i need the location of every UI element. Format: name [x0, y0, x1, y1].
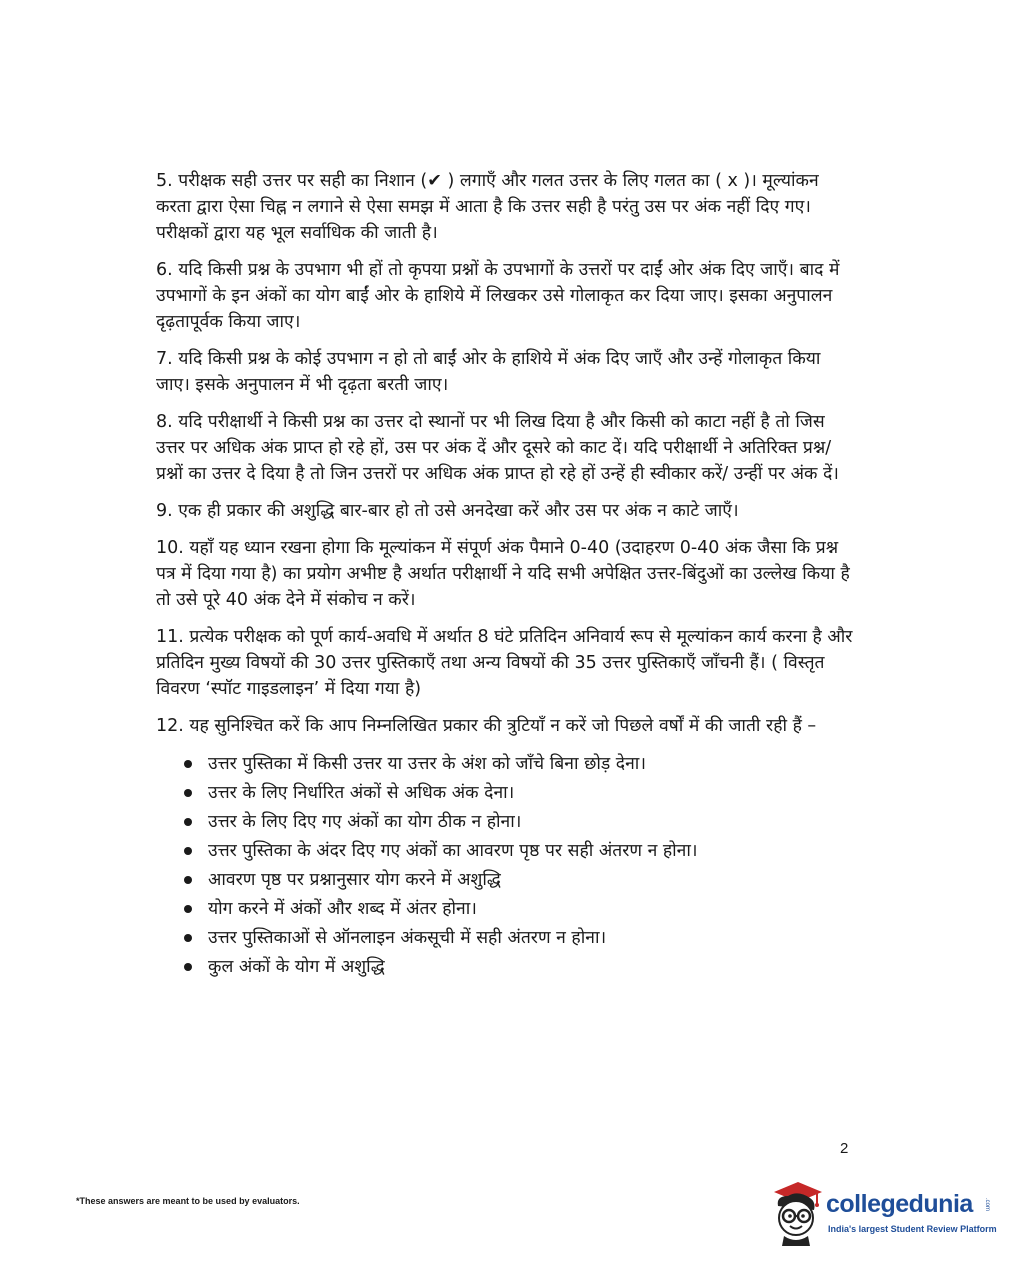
paragraph-6: 6. यदि किसी प्रश्न के उपभाग भी हों तो कृपया प्रश्नों के उपभागों के उत्तरों पर दाईं ओर अंक दिए जाएँ। बाद में उपभागों के इन अंकों का योग बाईं ओर के हाशिये में लिखकर उसे गोलाकृत कर दिया जाए। इसका अनुपालन दृढ़तापूर्वक किया जाए। — [156, 260, 840, 332]
collegedunia-logo — [768, 1178, 998, 1248]
footer-note: *These answers are meant to be used by evaluators. — [76, 1196, 300, 1206]
paragraph-10: 10. यहाँ यह ध्यान रखना होगा कि मूल्यांकन में संपूर्ण अंक पैमाने 0-40 (उदाहरण 0-40 अंक जैसा कि प्रश्न पत्र में दिया गया है) का प्रयोग अभीष्ट है अर्थात परीक्षार्थी ने यदि सभी अपेक्षित उत्तर-बिंदुओं का उल्लेख किया है तो उसे पूरे 40 अंक देने में संकोच न करें। — [156, 538, 850, 610]
list-item-text: कुल अंकों के योग में अशुद्धि — [208, 957, 385, 977]
bullet-icon — [184, 963, 192, 971]
bullet-icon — [184, 760, 192, 768]
bullet-icon — [184, 847, 192, 855]
list-item — [184, 925, 856, 951]
list-item-text: योग करने में अंकों और शब्द में अंतर होना। — [208, 899, 477, 919]
list-item-text: उत्तर के लिए निर्धारित अंकों से अधिक अंक देना। — [208, 783, 515, 803]
list-item-text: उत्तर के लिए दिए गए अंकों का योग ठीक न होना। — [208, 812, 522, 832]
list-item — [184, 780, 856, 806]
list-item-text: आवरण पृष्ठ पर प्रश्नानुसार योग करने में अशुद्धि — [208, 870, 501, 890]
page-number: 2 — [840, 1140, 849, 1157]
list-item — [184, 751, 856, 777]
logo-wordmark: collegedunia — [826, 1190, 973, 1218]
logo-domain-suffix: .com — [984, 1198, 990, 1212]
list-item — [184, 867, 856, 893]
logo-tagline: India's largest Student Review Platform — [828, 1224, 997, 1234]
bullet-icon — [184, 876, 192, 884]
list-item-text: उत्तर पुस्तिका के अंदर दिए गए अंकों का आवरण पृष्ठ पर सही अंतरण न होना। — [208, 841, 698, 861]
list-item-text: उत्तर पुस्तिकाओं से ऑनलाइन अंकसूची में सही अंतरण न होना। — [208, 928, 607, 948]
paragraph-12: 12. यह सुनिश्चित करें कि आप निम्नलिखित प्रकार की त्रुटियाँ न करें जो पिछले वर्षों में की जाती रही हैं – — [156, 716, 817, 736]
list-item — [184, 809, 856, 835]
paragraph-8: 8. यदि परीक्षार्थी ने किसी प्रश्न का उत्तर दो स्थानों पर भी लिख दिया है और किसी को काटा नहीं है तो जिस उत्तर पर अधिक अंक प्राप्त हो रहे हों, उस पर अंक दें और दूसरे को काट दें। यदि परीक्षार्थी ने अतिरिक्त प्रश्न/प्रश्नों का उत्तर दे दिया है तो जिन उत्तरों पर अधिक अंक प्राप्त हो रहे हों उन्हें ही स्वीकार करें/ उन्हीं पर अंक दें। — [156, 412, 839, 484]
mascot-icon — [768, 1178, 826, 1248]
bullet-icon — [184, 934, 192, 942]
list-item — [184, 838, 856, 864]
paragraph-11: 11. प्रत्येक परीक्षक को पूर्ण कार्य-अवधि में अर्थात 8 घंटे प्रतिदिन अनिवार्य रूप से मूल्यांकन कार्य करना है और प्रतिदिन मुख्य विषयों की 30 उत्तर पुस्तिकाएँ तथा अन्य विषयों की 35 उत्तर पुस्तिकाएँ जाँचनी हैं। ( विस्तृत विवरण ‘स्पॉट गाइडलाइन’ में दिया गया है) — [156, 627, 853, 699]
bullet-icon — [184, 818, 192, 826]
bullet-icon — [184, 905, 192, 913]
list-item — [184, 896, 856, 922]
list-item-text: उत्तर पुस्तिका में किसी उत्तर या उत्तर के अंश को जाँचे बिना छोड़ देना। — [208, 754, 646, 774]
paragraph-5: 5. परीक्षक सही उत्तर पर सही का निशान (✔ ) लगाएँ और गलत उत्तर के लिए गलत का ( x )। मूल्यांकन करता द्वारा ऐसा चिह्न न लगाने से ऐसा समझ में आता है कि उत्तर सही है परंतु उस पर अंक नहीं दिए गए। परीक्षकों द्वारा यह भूल सर्वाधिक की जाती है। — [156, 171, 819, 243]
paragraph-9: 9. एक ही प्रकार की अशुद्धि बार-बार हो तो उसे अनदेखा करें और उस पर अंक न काटे जाएँ। — [156, 501, 739, 521]
error-list — [156, 751, 856, 980]
paragraph-7: 7. यदि किसी प्रश्न के कोई उपभाग न हो तो बाईं ओर के हाशिये में अंक दिए जाएँ और उन्हें गोलाकृत किया जाए। इसके अनुपालन में भी दृढ़ता बरती जाए। — [156, 349, 821, 395]
list-item — [184, 954, 856, 980]
document-body — [156, 168, 856, 983]
bullet-icon — [184, 789, 192, 797]
